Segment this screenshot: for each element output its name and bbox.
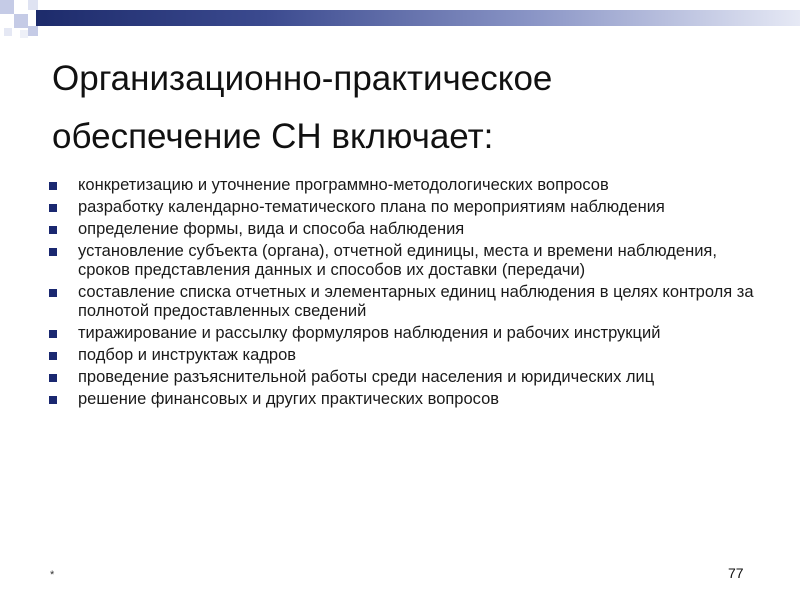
bullet-text: подбор и инструктаж кадров <box>78 346 297 364</box>
bullet-item <box>46 283 766 321</box>
bullet-item <box>46 242 766 280</box>
bullet-item <box>46 346 766 365</box>
bullet-text: установление субъекта (органа), отчетной единицы, места и времени наблюдения, сроков представления данных и способов их доставки (передачи) <box>78 242 717 279</box>
bullet-text: конкретизацию и уточнение программно-методологических вопросов <box>78 176 609 194</box>
square-bullet-icon <box>49 396 57 404</box>
square-bullet-icon <box>49 182 57 190</box>
bullet-item <box>46 220 766 239</box>
square-bullet-icon <box>49 352 57 360</box>
bullet-item <box>46 368 766 387</box>
bullet-text: составление списка отчетных и элементарных единиц наблюдения в целях контроля за полнотой предоставленных сведений <box>78 283 754 320</box>
square-bullet-icon <box>49 289 57 297</box>
square-bullet-icon <box>49 204 57 212</box>
bullet-text: разработку календарно-тематического плана по мероприятиям наблюдения <box>78 198 665 216</box>
bullet-item <box>46 176 766 195</box>
square-bullet-icon <box>49 374 57 382</box>
bullet-item <box>46 390 766 409</box>
footer-marker: * <box>50 569 55 581</box>
page-number: 77 <box>728 565 744 581</box>
square-bullet-icon <box>49 330 57 338</box>
bullet-list <box>46 176 766 412</box>
bullet-item <box>46 324 766 343</box>
bullet-item <box>46 198 766 217</box>
bullet-text: решение финансовых и других практических вопросов <box>78 390 500 408</box>
top-gradient-bar <box>36 10 800 26</box>
bullet-text: проведение разъяснительной работы среди населения и юридических лиц <box>78 368 655 386</box>
square-bullet-icon <box>49 226 57 234</box>
bullet-text: определение формы, вида и способа наблюдения <box>78 220 465 238</box>
bullet-text: тиражирование и рассылку формуляров наблюдения и рабочих инструкций <box>78 324 661 342</box>
square-bullet-icon <box>49 248 57 256</box>
slide-title: Организационно-практическое обеспечение СН включает: <box>52 59 553 156</box>
